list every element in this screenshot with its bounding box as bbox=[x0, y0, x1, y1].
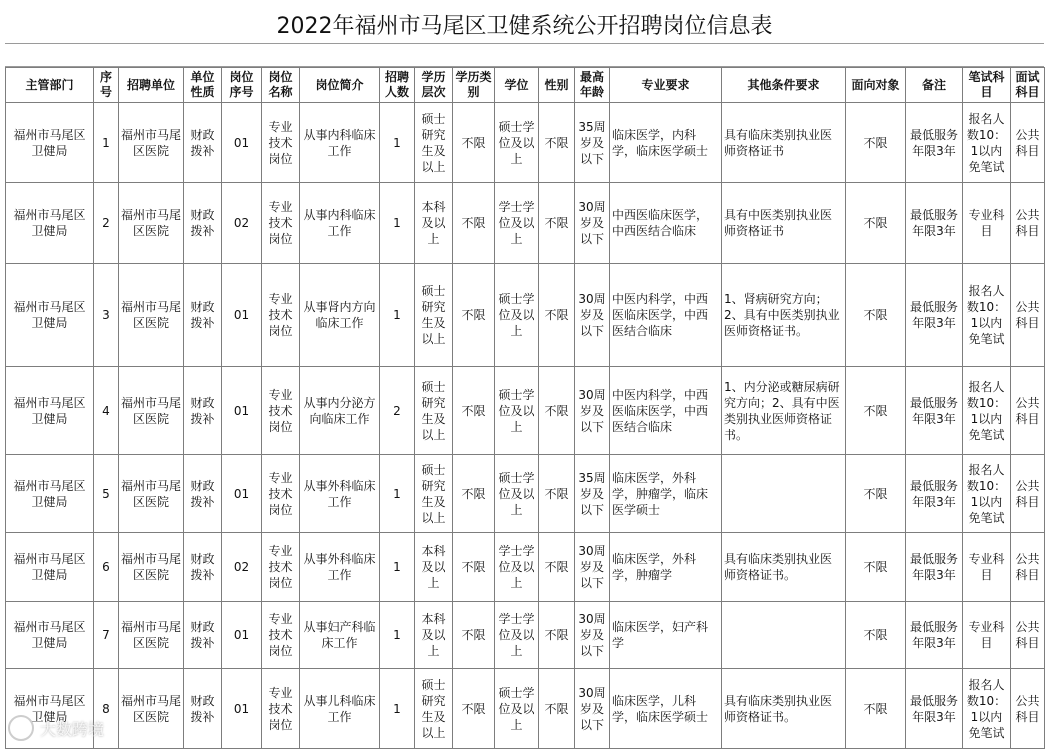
table-cell[interactable]: 福州市马尾区卫健局 bbox=[6, 183, 94, 264]
table-row bbox=[6, 103, 1045, 183]
table-cell[interactable]: 专业科目 bbox=[963, 602, 1011, 669]
table-cell[interactable]: 报名人数10：1以内免笔试 bbox=[963, 669, 1011, 749]
table-cell[interactable]: 最低服务年限3年 bbox=[906, 103, 963, 183]
table-cell[interactable]: 1 bbox=[380, 669, 415, 749]
table-cell[interactable]: 不限 bbox=[539, 669, 575, 749]
header-cell: 学历层次 bbox=[415, 68, 453, 103]
table-cell[interactable]: 不限 bbox=[453, 183, 495, 264]
table-cell[interactable]: 3 bbox=[94, 264, 119, 367]
table-cell[interactable]: 30周岁及以下 bbox=[575, 533, 610, 602]
table-cell[interactable]: 最低服务年限3年 bbox=[906, 183, 963, 264]
table-cell[interactable]: 不限 bbox=[539, 455, 575, 533]
positions-table bbox=[5, 67, 1045, 749]
table-cell[interactable]: 01 bbox=[222, 367, 262, 455]
table-cell[interactable]: 最低服务年限3年 bbox=[906, 669, 963, 749]
table-cell[interactable]: 福州市马尾区卫健局 bbox=[6, 264, 94, 367]
table-cell[interactable]: 01 bbox=[222, 669, 262, 749]
table-cell[interactable]: 不限 bbox=[846, 367, 906, 455]
table-cell[interactable]: 专业技术岗位 bbox=[262, 367, 300, 455]
table-cell[interactable]: 本科及以上 bbox=[415, 533, 453, 602]
table-cell[interactable]: 02 bbox=[222, 183, 262, 264]
header-cell: 面试科目 bbox=[1011, 68, 1045, 103]
table-cell[interactable]: 从事内分泌方向临床工作 bbox=[300, 367, 380, 455]
table-cell[interactable]: 财政拨补 bbox=[184, 367, 222, 455]
table-cell[interactable]: 从事儿科临床工作 bbox=[300, 669, 380, 749]
table-cell[interactable]: 本科及以上 bbox=[415, 183, 453, 264]
table-row bbox=[6, 264, 1045, 367]
table-cell[interactable]: 01 bbox=[222, 602, 262, 669]
table-cell[interactable]: 临床医学，儿科学，临床医学硕士 bbox=[610, 669, 722, 749]
table-cell[interactable]: 最低服务年限3年 bbox=[906, 602, 963, 669]
table-cell[interactable]: 从事肾内方向临床工作 bbox=[300, 264, 380, 367]
table-cell[interactable]: 30周岁及以下 bbox=[575, 669, 610, 749]
table-cell[interactable]: 报名人数10：1以内免笔试 bbox=[963, 455, 1011, 533]
table-cell[interactable]: 公共科目 bbox=[1011, 669, 1045, 749]
header-cell: 招聘单位 bbox=[119, 68, 184, 103]
table-cell[interactable]: 公共科目 bbox=[1011, 264, 1045, 367]
table-cell[interactable]: 从事外科临床工作 bbox=[300, 455, 380, 533]
table-cell[interactable]: 1 bbox=[94, 103, 119, 183]
table-cell[interactable]: 公共科目 bbox=[1011, 533, 1045, 602]
header-cell: 招聘人数 bbox=[380, 68, 415, 103]
table-cell[interactable]: 福州市马尾区卫健局 bbox=[6, 602, 94, 669]
table-row bbox=[6, 669, 1045, 749]
table-cell[interactable]: 不限 bbox=[846, 103, 906, 183]
table-cell[interactable]: 公共科目 bbox=[1011, 602, 1045, 669]
table-cell[interactable]: 30周岁及以下 bbox=[575, 183, 610, 264]
table-cell[interactable]: 最低服务年限3年 bbox=[906, 264, 963, 367]
header-cell: 学位 bbox=[495, 68, 539, 103]
table-cell[interactable]: 专业科目 bbox=[963, 533, 1011, 602]
table-row bbox=[6, 602, 1045, 669]
table-cell[interactable]: 1 bbox=[380, 533, 415, 602]
table-cell[interactable]: 福州市马尾区卫健局 bbox=[6, 367, 94, 455]
table-cell[interactable]: 专业技术岗位 bbox=[262, 602, 300, 669]
table-cell[interactable]: 硕士研究生及以上 bbox=[415, 367, 453, 455]
table-cell[interactable] bbox=[722, 455, 846, 533]
table-cell[interactable]: 1 bbox=[380, 264, 415, 367]
table-cell[interactable]: 不限 bbox=[846, 455, 906, 533]
table-cell[interactable]: 30周岁及以下 bbox=[575, 264, 610, 367]
table-cell[interactable]: 硕士学位及以上 bbox=[495, 264, 539, 367]
watermark-logo-icon bbox=[8, 715, 34, 741]
table-cell[interactable]: 从事外科临床工作 bbox=[300, 533, 380, 602]
table-cell[interactable]: 01 bbox=[222, 264, 262, 367]
table-cell[interactable]: 最低服务年限3年 bbox=[906, 455, 963, 533]
table-cell[interactable]: 福州市马尾区医院 bbox=[119, 367, 184, 455]
table-cell[interactable]: 专业技术岗位 bbox=[262, 264, 300, 367]
table-cell[interactable]: 4 bbox=[94, 367, 119, 455]
table-cell[interactable]: 01 bbox=[222, 103, 262, 183]
table-cell[interactable]: 公共科目 bbox=[1011, 103, 1045, 183]
table-cell[interactable]: 福州市马尾区医院 bbox=[119, 103, 184, 183]
table-cell[interactable]: 财政拨补 bbox=[184, 669, 222, 749]
table-cell[interactable]: 35周岁及以下 bbox=[575, 103, 610, 183]
table-cell[interactable]: 学士学位及以上 bbox=[495, 183, 539, 264]
table-cell[interactable]: 具有临床类别执业医师资格证书。 bbox=[722, 669, 846, 749]
watermark-text: 大数跨境 bbox=[40, 719, 105, 739]
table-cell[interactable]: 报名人数10：1以内免笔试 bbox=[963, 264, 1011, 367]
table-cell[interactable]: 不限 bbox=[846, 669, 906, 749]
table-cell[interactable]: 具有中医类别执业医师资格证书 bbox=[722, 183, 846, 264]
table-cell[interactable]: 7 bbox=[94, 602, 119, 669]
table-cell[interactable]: 硕士研究生及以上 bbox=[415, 455, 453, 533]
table-cell[interactable]: 中医内科学，中西医临床医学，中西医结合临床 bbox=[610, 367, 722, 455]
table-cell[interactable]: 财政拨补 bbox=[184, 602, 222, 669]
table-cell[interactable]: 财政拨补 bbox=[184, 264, 222, 367]
table-cell[interactable]: 财政拨补 bbox=[184, 455, 222, 533]
table-cell[interactable]: 财政拨补 bbox=[184, 183, 222, 264]
table-row bbox=[6, 533, 1045, 602]
table-cell[interactable]: 不限 bbox=[453, 264, 495, 367]
table-cell[interactable]: 专业技术岗位 bbox=[262, 183, 300, 264]
table-cell[interactable]: 财政拨补 bbox=[184, 533, 222, 602]
header-cell: 岗位简介 bbox=[300, 68, 380, 103]
table-cell[interactable]: 临床医学，外科学，肿瘤学 bbox=[610, 533, 722, 602]
table-cell[interactable]: 2 bbox=[94, 183, 119, 264]
table-cell[interactable]: 硕士研究生及以上 bbox=[415, 669, 453, 749]
header-cell: 序号 bbox=[94, 68, 119, 103]
header-cell: 岗位序号 bbox=[222, 68, 262, 103]
table-cell[interactable]: 不限 bbox=[539, 264, 575, 367]
table-cell[interactable]: 福州市马尾区卫健局 bbox=[6, 533, 94, 602]
header-cell: 笔试科目 bbox=[963, 68, 1011, 103]
table-cell[interactable]: 福州市马尾区卫健局 bbox=[6, 455, 94, 533]
table-cell[interactable]: 30周岁及以下 bbox=[575, 367, 610, 455]
header-cell: 最高年龄 bbox=[575, 68, 610, 103]
table-cell[interactable]: 不限 bbox=[453, 533, 495, 602]
table-cell[interactable]: 福州市马尾区医院 bbox=[119, 602, 184, 669]
header-cell: 岗位名称 bbox=[262, 68, 300, 103]
table-cell[interactable]: 公共科目 bbox=[1011, 455, 1045, 533]
table-cell[interactable]: 6 bbox=[94, 533, 119, 602]
header-cell: 备注 bbox=[906, 68, 963, 103]
table-cell[interactable]: 福州市马尾区卫健局 bbox=[6, 103, 94, 183]
table-cell[interactable]: 专业科目 bbox=[963, 183, 1011, 264]
table-cell[interactable]: 硕士学位及以上 bbox=[495, 455, 539, 533]
table-cell[interactable]: 最低服务年限3年 bbox=[906, 533, 963, 602]
table-cell[interactable]: 1 bbox=[380, 183, 415, 264]
header-cell: 面向对象 bbox=[846, 68, 906, 103]
table-cell[interactable]: 不限 bbox=[453, 602, 495, 669]
table-cell[interactable]: 02 bbox=[222, 533, 262, 602]
table-cell[interactable]: 临床医学，内科学，临床医学硕士 bbox=[610, 103, 722, 183]
table-cell[interactable]: 学士学位及以上 bbox=[495, 602, 539, 669]
table-row bbox=[6, 367, 1045, 455]
table-cell[interactable]: 公共科目 bbox=[1011, 367, 1045, 455]
table-cell[interactable]: 硕士学位及以上 bbox=[495, 103, 539, 183]
table-cell[interactable]: 不限 bbox=[453, 367, 495, 455]
table-cell[interactable]: 报名人数10：1以内免笔试 bbox=[963, 367, 1011, 455]
table-cell[interactable]: 公共科目 bbox=[1011, 183, 1045, 264]
table-cell[interactable]: 最低服务年限3年 bbox=[906, 367, 963, 455]
table-cell[interactable]: 从事内科临床工作 bbox=[300, 183, 380, 264]
table-cell[interactable]: 不限 bbox=[846, 264, 906, 367]
table-cell[interactable]: 不限 bbox=[539, 183, 575, 264]
header-cell: 主管部门 bbox=[6, 68, 94, 103]
table-cell[interactable]: 福州市马尾区卫健局 bbox=[6, 669, 94, 749]
table-cell[interactable]: 本科及以上 bbox=[415, 602, 453, 669]
table-cell[interactable]: 中西医临床医学，中西医结合临床 bbox=[610, 183, 722, 264]
table-cell[interactable]: 临床医学，外科学，肿瘤学，临床医学硕士 bbox=[610, 455, 722, 533]
header-cell: 专业要求 bbox=[610, 68, 722, 103]
table-cell[interactable]: 福州市马尾区医院 bbox=[119, 455, 184, 533]
table-cell[interactable]: 不限 bbox=[539, 602, 575, 669]
table-cell[interactable]: 硕士学位及以上 bbox=[495, 367, 539, 455]
table-cell[interactable]: 从事内科临床工作 bbox=[300, 103, 380, 183]
table-cell[interactable]: 不限 bbox=[846, 183, 906, 264]
table-cell[interactable]: 福州市马尾区医院 bbox=[119, 669, 184, 749]
table-cell[interactable]: 不限 bbox=[846, 602, 906, 669]
table-cell[interactable]: 中医内科学，中西医临床医学，中西医结合临床 bbox=[610, 264, 722, 367]
table-cell[interactable]: 硕士研究生及以上 bbox=[415, 103, 453, 183]
table-cell[interactable]: 不限 bbox=[539, 533, 575, 602]
table-cell[interactable]: 1、肾病研究方向；2、具有中医类别执业医师资格证书。 bbox=[722, 264, 846, 367]
table-cell[interactable]: 2 bbox=[380, 367, 415, 455]
table-cell[interactable]: 01 bbox=[222, 455, 262, 533]
table-cell[interactable]: 1、内分泌或糖尿病研究方向；2、具有中医类别执业医师资格证书。 bbox=[722, 367, 846, 455]
table-row bbox=[6, 455, 1045, 533]
sheet-title: 2022年福州市马尾区卫健系统公开招聘岗位信息表 bbox=[5, 5, 1044, 44]
table-cell[interactable]: 临床医学，妇产科学 bbox=[610, 602, 722, 669]
table-cell[interactable]: 1 bbox=[380, 103, 415, 183]
header-cell: 学历类别 bbox=[453, 68, 495, 103]
table-cell[interactable]: 福州市马尾区医院 bbox=[119, 183, 184, 264]
table-cell[interactable]: 福州市马尾区医院 bbox=[119, 264, 184, 367]
table-cell[interactable]: 不限 bbox=[453, 103, 495, 183]
table-cell[interactable]: 不限 bbox=[846, 533, 906, 602]
header-cell: 性别 bbox=[539, 68, 575, 103]
blank-row bbox=[5, 44, 1044, 67]
table-cell[interactable]: 专业技术岗位 bbox=[262, 533, 300, 602]
table-body bbox=[6, 103, 1045, 749]
table-cell[interactable]: 专业技术岗位 bbox=[262, 455, 300, 533]
table-cell[interactable]: 不限 bbox=[453, 455, 495, 533]
table-cell[interactable]: 不限 bbox=[453, 669, 495, 749]
table-cell[interactable]: 从事妇产科临床工作 bbox=[300, 602, 380, 669]
header-cell: 其他条件要求 bbox=[722, 68, 846, 103]
table-cell[interactable]: 不限 bbox=[539, 103, 575, 183]
table-cell[interactable]: 1 bbox=[380, 455, 415, 533]
table-cell[interactable]: 福州市马尾区医院 bbox=[119, 533, 184, 602]
watermark bbox=[8, 715, 104, 741]
table-cell[interactable]: 8 bbox=[94, 669, 119, 749]
table-cell[interactable]: 学士学位及以上 bbox=[495, 533, 539, 602]
table-cell[interactable]: 硕士研究生及以上 bbox=[415, 264, 453, 367]
table-cell[interactable]: 财政拨补 bbox=[184, 103, 222, 183]
table-cell[interactable]: 专业技术岗位 bbox=[262, 103, 300, 183]
table-cell[interactable]: 5 bbox=[94, 455, 119, 533]
table-cell[interactable]: 报名人数10：1以内免笔试 bbox=[963, 103, 1011, 183]
header-row bbox=[6, 68, 1045, 103]
table-cell[interactable]: 不限 bbox=[539, 367, 575, 455]
header-cell: 单位性质 bbox=[184, 68, 222, 103]
table-cell[interactable]: 1 bbox=[380, 602, 415, 669]
table-cell[interactable] bbox=[722, 602, 846, 669]
table-row bbox=[6, 183, 1045, 264]
table-cell[interactable]: 硕士学位及以上 bbox=[495, 669, 539, 749]
table-cell[interactable]: 专业技术岗位 bbox=[262, 669, 300, 749]
table-cell[interactable]: 35周岁及以下 bbox=[575, 455, 610, 533]
table-cell[interactable]: 具有临床类别执业医师资格证书 bbox=[722, 103, 846, 183]
table-cell[interactable]: 具有临床类别执业医师资格证书。 bbox=[722, 533, 846, 602]
table-cell[interactable]: 30周岁及以下 bbox=[575, 602, 610, 669]
